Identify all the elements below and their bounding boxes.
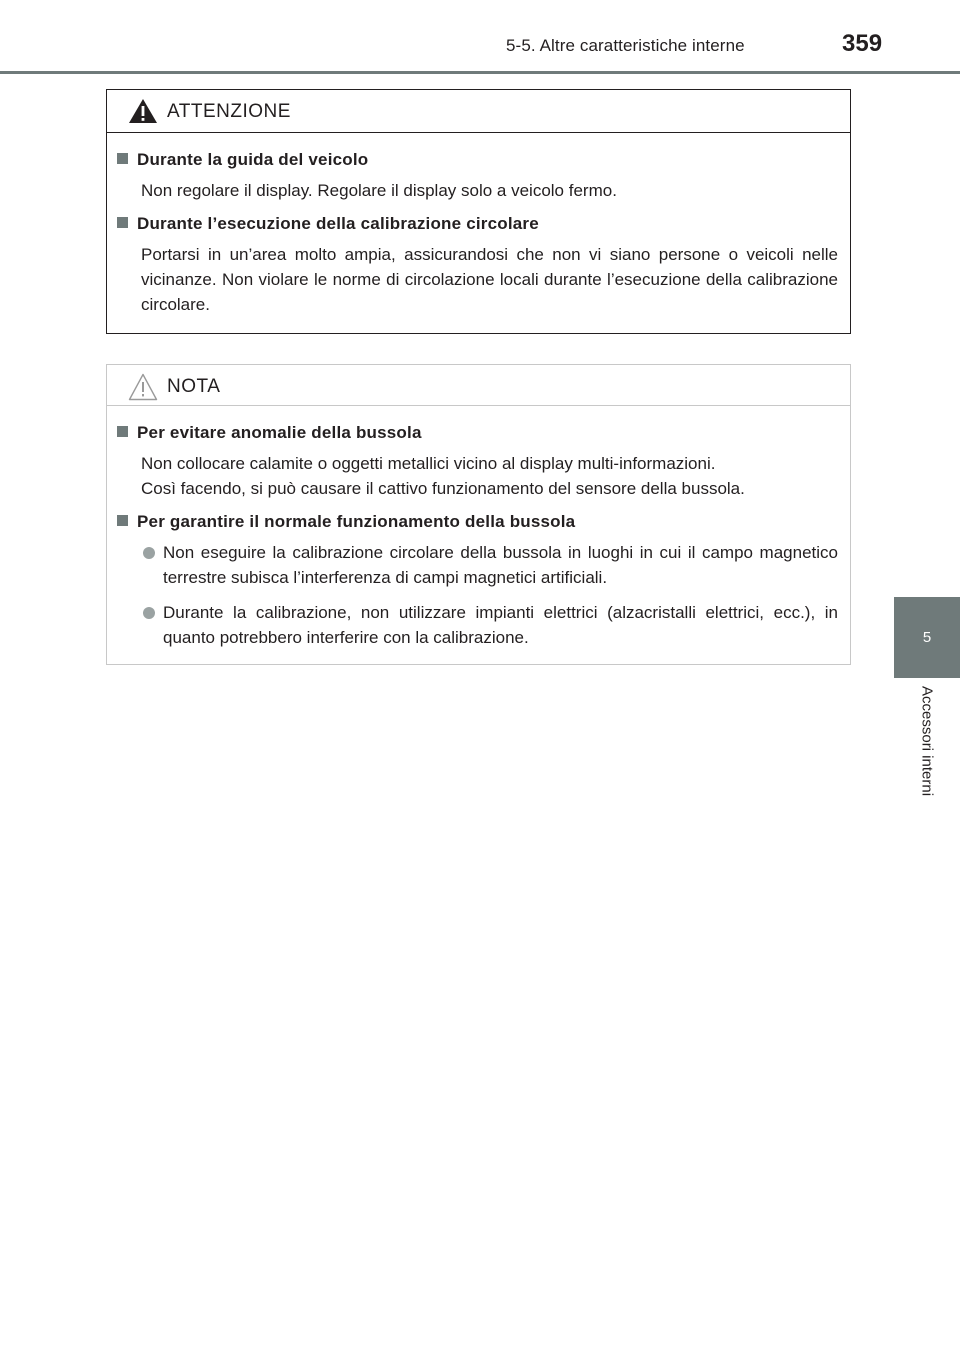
square-bullet-icon (117, 217, 128, 228)
section-heading-text: Durante la guida del veicolo (137, 150, 369, 169)
list-item (141, 540, 838, 590)
section-heading-text: Per evitare anomalie della bussola (137, 423, 422, 442)
note-box (106, 364, 851, 665)
page-number: 359 (842, 30, 883, 57)
chapter-tab (894, 597, 960, 678)
section-text: Portarsi in un’area molto ampia, assicurandosi che non vi siano persone o veicoli nelle vicinanze. Non violare le norme di circolazione locali durante l’esecuzione della calibrazione circolare. (141, 245, 838, 314)
section-heading-text: Durante l’esecuzione della calibrazione circolare (137, 214, 539, 233)
warning-box (106, 89, 851, 334)
section-heading (117, 420, 838, 445)
circle-bullet-icon (143, 607, 155, 619)
header-divider (0, 71, 960, 74)
note-section (117, 509, 838, 650)
text-line: Non collocare calamite o oggetti metallici vicino al display multi-informazioni. (141, 454, 716, 473)
warning-section (117, 211, 838, 317)
list-item (141, 600, 838, 650)
section-heading (117, 509, 838, 534)
note-box-title: NOTA (167, 376, 221, 397)
list-item-text: Non eseguire la calibrazione circolare della bussola in luoghi in cui il campo magnetico terrestre subisca l’interferenza di campi magnetici artificiali. (163, 543, 838, 587)
square-bullet-icon (117, 153, 128, 164)
note-section (117, 420, 838, 501)
section-heading (117, 147, 838, 172)
section-text (141, 451, 838, 501)
warning-box-body (107, 133, 850, 317)
list-item-text: Durante la calibrazione, non utilizzare impianti elettrici (alzacristalli elettrici, ecc.), in quanto potrebbero interferire con la calibrazione. (163, 603, 838, 647)
square-bullet-icon (117, 426, 128, 437)
text-line: Così facendo, si può causare il cattivo funzionamento del sensore della bussola. (141, 479, 745, 498)
caution-outline-triangle-icon (128, 373, 158, 401)
warning-section (117, 147, 838, 203)
circle-bullet-icon (143, 547, 155, 559)
section-heading (117, 211, 838, 236)
chapter-label: Accessori interni (918, 686, 936, 797)
note-box-body (107, 406, 850, 650)
section-heading-text: Per garantire il normale funzionamento della bussola (137, 512, 576, 531)
warning-box-header (107, 90, 850, 133)
warning-box-title: ATTENZIONE (167, 101, 291, 122)
chapter-number: 5 (922, 629, 932, 646)
warning-triangle-icon (128, 98, 158, 124)
square-bullet-icon (117, 515, 128, 526)
note-box-header (107, 365, 850, 406)
section-text: Non regolare il display. Regolare il display solo a veicolo fermo. (141, 181, 617, 200)
section-title: 5-5. Altre caratteristiche interne (506, 36, 745, 55)
